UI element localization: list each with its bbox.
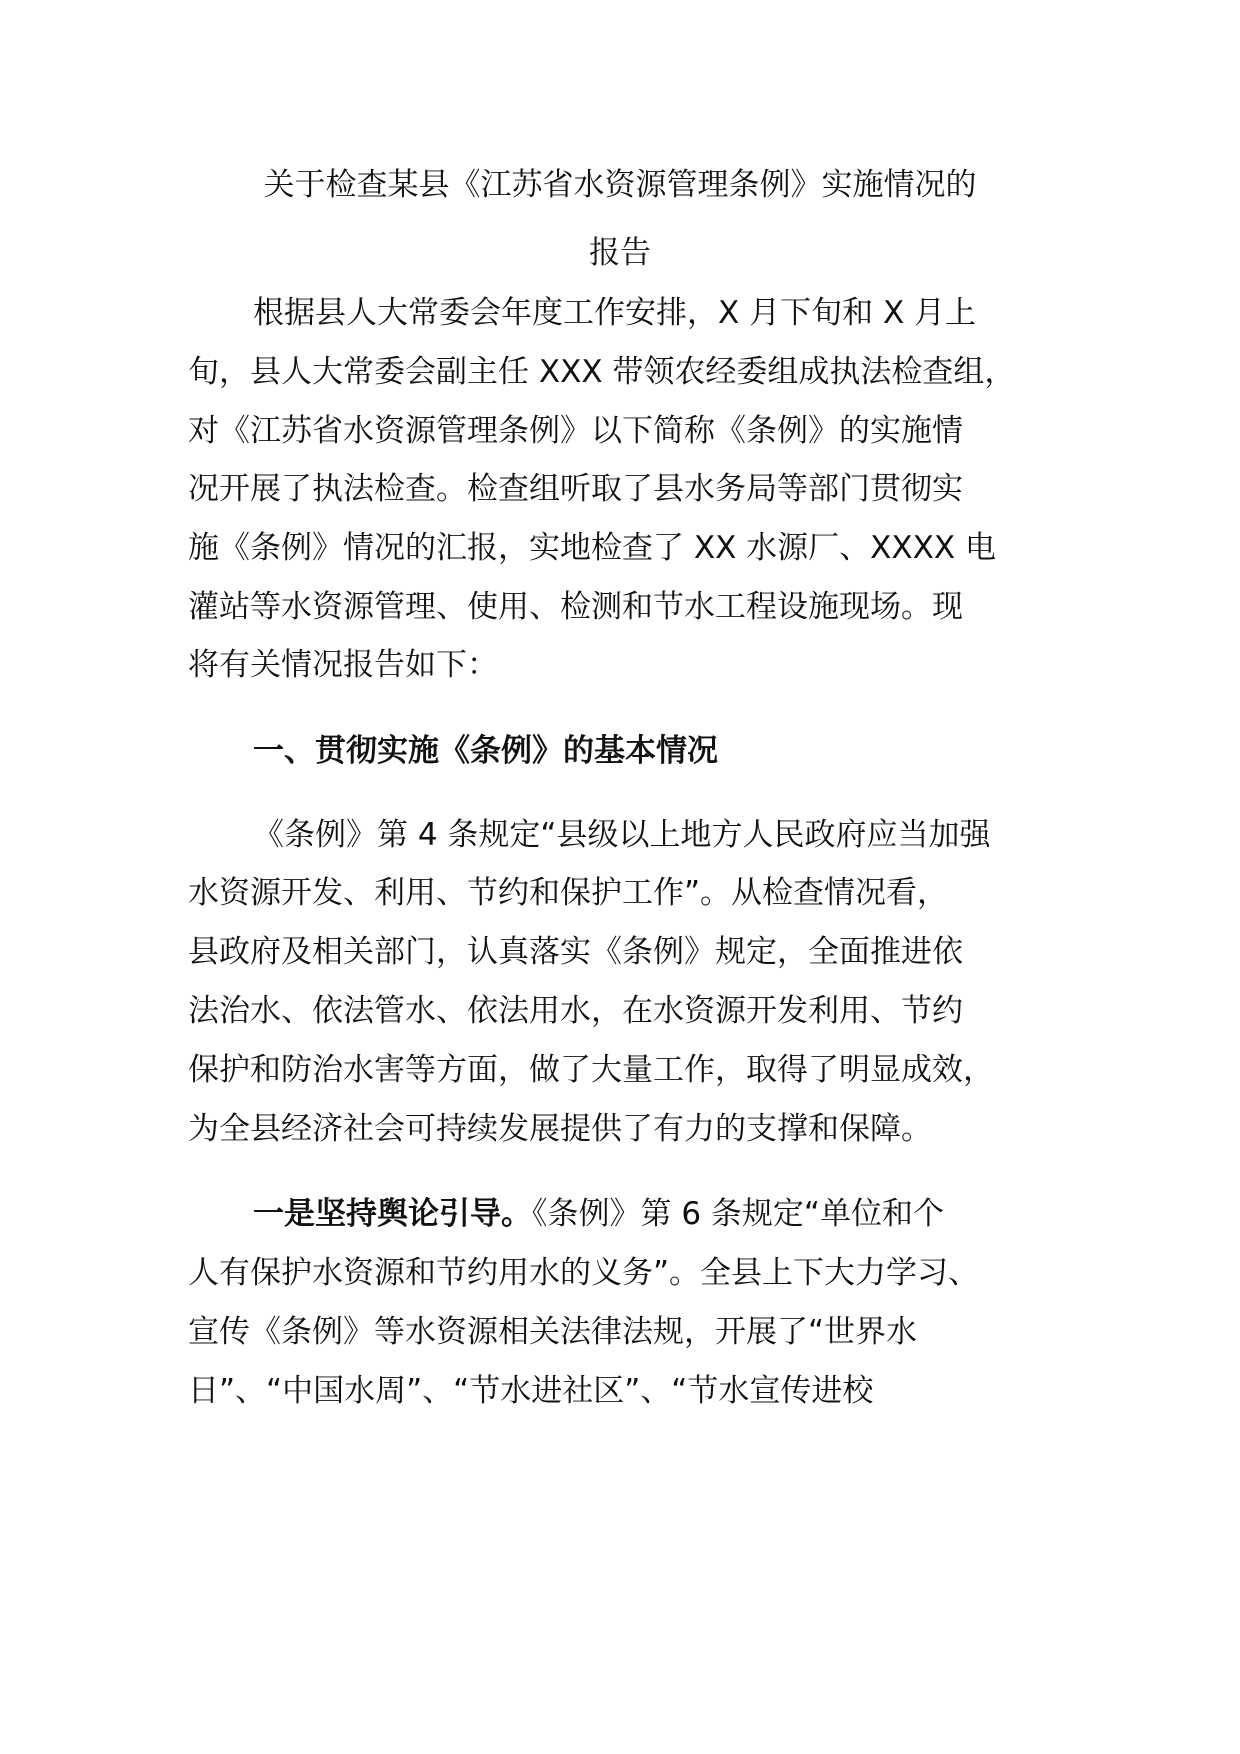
intro-paragraph-line: 灌站等水资源管理、使用、检测和节水工程设施现场。现	[188, 589, 963, 625]
intro-paragraph-line: 根据县人大常委会年度工作安排，X 月下旬和 X 月上	[253, 295, 977, 331]
intro-paragraph-line: 旬，县人大常委会副主任 XXX 带领农经委组成执法检查组，	[188, 354, 1016, 390]
section-heading: 一、贯彻实施《条例》的基本情况	[253, 733, 718, 769]
section-paragraph-line: 《条例》第 4 条规定“县级以上地方人民政府应当加强	[253, 817, 991, 853]
document-title-line-1: 关于检查某县《江苏省水资源管理条例》实施情况的	[263, 167, 977, 203]
section-paragraph-line: 为全县经济社会可持续发展提供了有力的支撑和保障。	[188, 1111, 932, 1147]
point-paragraph-line: 宣传《条例》等水资源相关法律法规，开展了“世界水	[188, 1314, 918, 1350]
section-paragraph-line: 县政府及相关部门，认真落实《条例》规定，全面推进依	[188, 934, 963, 970]
intro-paragraph-line: 施《条例》情况的汇报，实地检查了 XX 水源厂、XXXX 电	[188, 530, 996, 566]
document-title-line-2: 报告	[589, 235, 651, 271]
point-lead-bold: 一是坚持舆论引导。	[253, 1196, 532, 1232]
point-paragraph-first-line	[253, 1194, 1153, 1234]
section-paragraph-line: 保护和防治水害等方面，做了大量工作，取得了明显成效，	[188, 1052, 994, 1088]
point-paragraph-line: 日”、“中国水周”、“节水进社区”、“节水宣传进校	[188, 1373, 874, 1409]
point-paragraph-line: 人有保护水资源和节约用水的义务”。全县上下大力学习、	[188, 1255, 980, 1291]
intro-paragraph-line: 将有关情况报告如下：	[188, 647, 498, 683]
intro-paragraph-line: 况开展了执法检查。检查组听取了县水务局等部门贯彻实	[188, 471, 963, 507]
point-first-line-rest: 《条例》第 6 条规定“单位和个	[532, 1196, 944, 1232]
section-paragraph-line: 法治水、依法管水、依法用水，在水资源开发利用、节约	[188, 993, 963, 1029]
intro-paragraph-line: 对《江苏省水资源管理条例》以下简称《条例》的实施情	[188, 413, 963, 449]
section-paragraph-line: 水资源开发、利用、节约和保护工作”。从检查情况看，	[188, 875, 949, 911]
